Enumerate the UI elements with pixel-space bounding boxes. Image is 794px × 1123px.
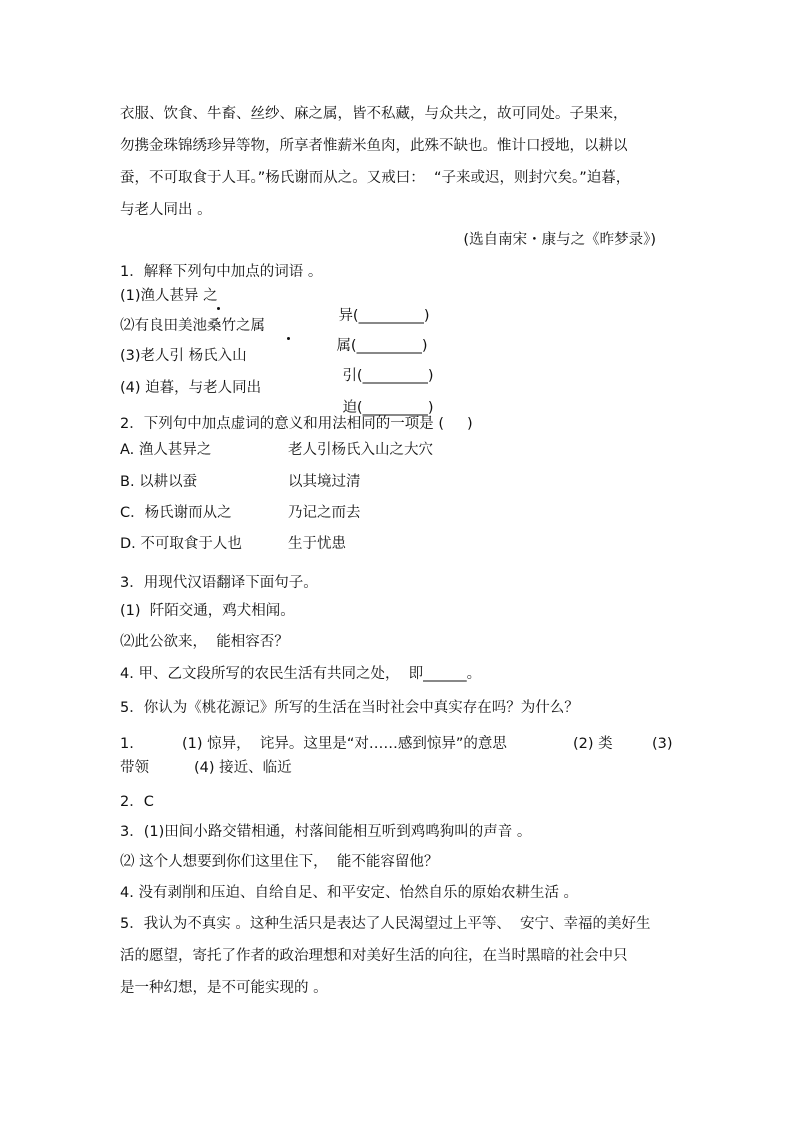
q1-item-2-word: 属( [336,338,357,354]
answer-3-2: ⑵ 这个人想要到你们这里住下， 能不能容留他？ [120,854,439,870]
passage-line-3: 蚕，不可取食于人耳。”杨氏谢而从之。又戒曰： “子来或迟，则封穴矣。”迫暮， [120,170,631,186]
answer-1-part-2: (2) 类 [573,736,613,752]
q2-option-c: C．杨氏谢而从之 [120,505,232,521]
q1-item-1-sentence: (1)渔人甚异 之 [120,288,218,304]
q1-item-3-word: 引( [342,368,363,384]
answer-3-1: 3．(1)田间小路交错相通，村落间能相互听到鸡鸣狗叫的声音 。 [120,824,532,840]
q1-item-1-close: ) [423,308,430,324]
q2-option-c-pair: 乃记之而去 [288,505,361,521]
q2-option-b-pair: 以其境过清 [288,474,361,490]
passage-line-2: 勿携金珠锦绣珍异等物，所享者惟薪米鱼肉，此殊不缺也。惟计口授地，以耕以 [120,138,628,154]
q5-text: 5．你认为《桃花源记》所写的生活在当时社会中真实存在吗？为什么？ [120,700,579,716]
answer-5-line-3: 是一种幻想，是不可能实现的 。 [120,980,328,996]
q3-item-2: ⑵此公欲来， 能相容否？ [120,634,289,650]
q1-item-2-sentence: ⑵有良田美池桑竹之属 [120,318,265,334]
q3-title: 3．用现代汉语翻译下面句子。 [120,575,318,591]
q2-option-a: A. 渔人甚异之 [120,442,212,458]
q1-item-3-sentence: (3)老人引 杨氏入山 [120,348,247,364]
answer-1-line-2: 带领 [120,760,149,776]
passage-source: (选自南宋・康与之《昨梦录》) [463,232,656,248]
answer-1-part-3: (3) [652,736,673,752]
q2-option-d-pair: 生于忧患 [288,536,346,552]
q1-item-4-close: ) [427,400,434,416]
answer-2: 2．C [120,794,154,810]
q3-item-1: (1) 阡陌交通，鸡犬相闻。 [120,603,295,619]
q1-item-3-close: ) [427,368,434,384]
q1-item-2-close: ) [421,338,428,354]
q1-item-1-word: 异( [338,308,359,324]
passage-line-4: 与老人同出 。 [120,202,212,218]
q1-item-3-blank[interactable]: _________ [362,368,428,384]
answer-1-part-1: (1) 惊异， 诧异。这里是“对……感到惊异”的意思 [182,736,507,752]
answer-5-line-2: 活的愿望，寄托了作者的政治理想和对美好生活的向往，在当时黑暗的社会中只 [120,948,628,964]
answer-5-line-1: 5．我认为不真实 。这种生活只是表达了人民渴望过上平等、 安宁、幸福的美好生 [120,916,651,932]
answer-4: 4. 没有剥削和压迫、自给自足、和平安定、怡然自乐的原始农耕生活 。 [120,885,579,901]
passage-line-1: 衣服、饮食、牛畜、丝纱、麻之属，皆不私藏，与众共之，故可同处。子果来， [120,106,628,122]
emphasis-dot [217,307,220,310]
answer-1-line-2-part-2: (4) 接近、临近 [194,760,292,776]
q1-title: 1．解释下列句中加点的词语 。 [120,264,323,280]
q1-item-4-word: 迫( [342,400,363,416]
q1-item-4-sentence: (4) 迫暮，与老人同出 [120,380,262,396]
q1-item-1-blank[interactable]: _________ [358,308,424,324]
q2-title: 2．下列句中加点虚词的意义和用法相同的一项是 ( ) [120,416,473,432]
emphasis-dot [287,337,290,340]
q4-text: 4. 甲、乙文段所写的农民生活有共同之处， 即______。 [120,666,482,682]
q1-item-2-blank[interactable]: _________ [356,338,422,354]
q2-option-b: B. 以耕以蚕 [120,474,198,490]
q2-option-a-pair: 老人引杨氏入山之大穴 [288,442,433,458]
answer-1-number: 1. [120,736,134,752]
q2-option-d: D. 不可取食于人也 [120,536,242,552]
q1-item-4-blank[interactable]: _________ [362,400,428,416]
